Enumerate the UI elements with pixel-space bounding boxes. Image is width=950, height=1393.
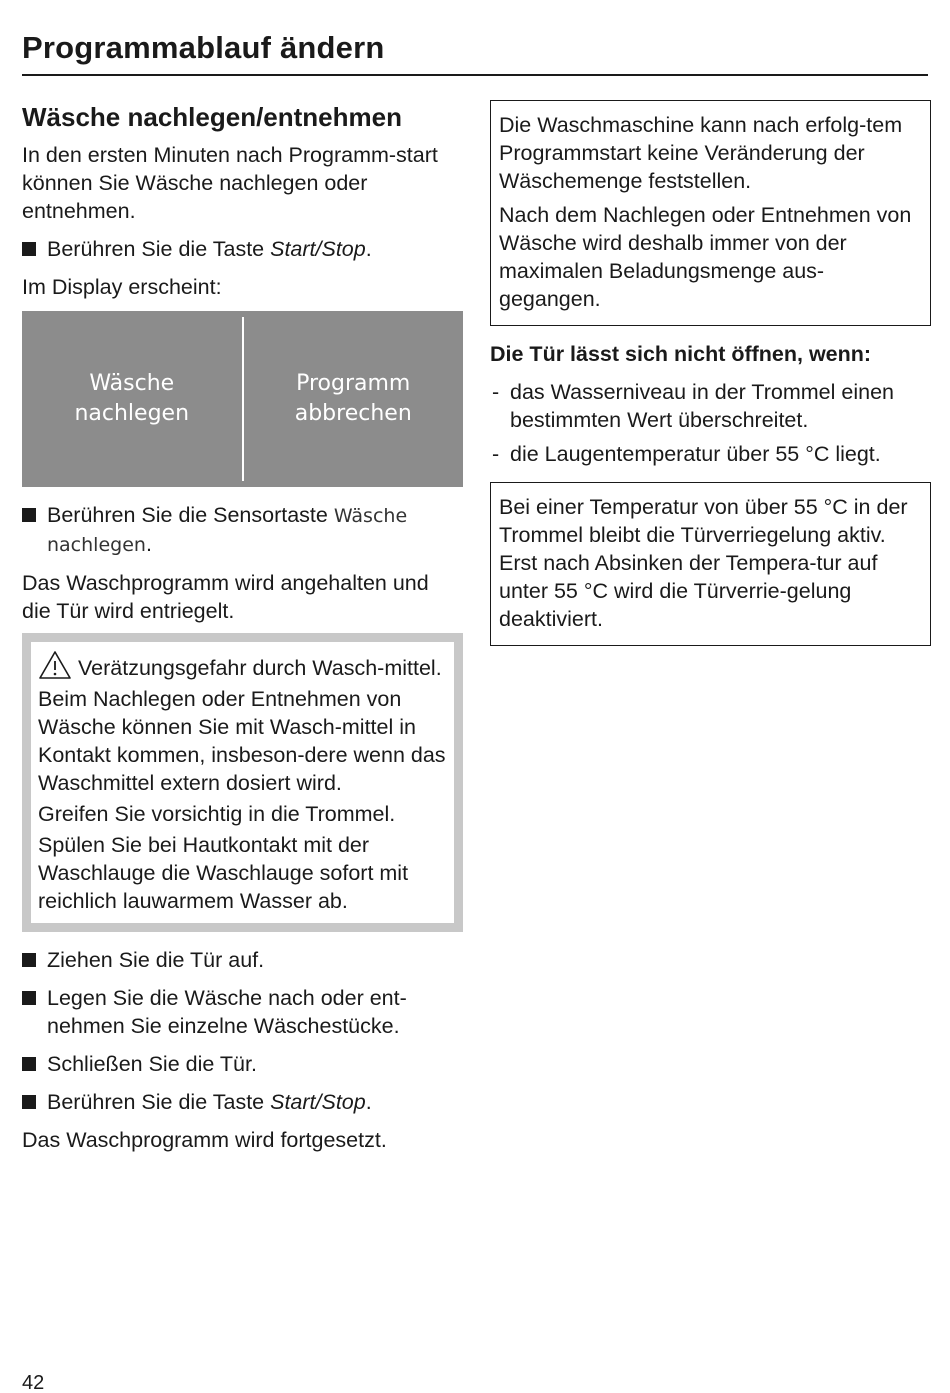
section-title: Wäsche nachlegen/entnehmen xyxy=(22,102,402,132)
sensor-button-programm-abbrechen[interactable]: Programm abbrechen xyxy=(294,371,412,426)
warning-box xyxy=(22,633,463,932)
step-touch-start-stop: Berühren Sie die Taste Start/Stop. xyxy=(22,235,463,263)
key-name: Start/Stop xyxy=(270,1090,366,1114)
bullet-square-icon xyxy=(22,508,36,522)
door-locked-heading: Die Tür lässt sich nicht öffnen, wenn: xyxy=(490,342,872,366)
key-name: Start/Stop xyxy=(270,237,366,261)
title-divider xyxy=(22,74,928,76)
bullet-square-icon xyxy=(22,991,36,1005)
intro-text: In den ersten Minuten nach Programm-start können Sie Wäsche nachlegen oder entnehmen. xyxy=(22,143,438,223)
info-box-temperature xyxy=(490,482,931,646)
sensor-button-waesche-nachlegen[interactable]: Wäsche nachlegen xyxy=(74,371,190,426)
list-item: - die Laugentemperatur über 55 °C liegt. xyxy=(492,442,881,466)
bullet-square-icon xyxy=(22,953,36,967)
bullet-square-icon xyxy=(22,242,36,256)
step-text: Berühren Sie die Sensortaste xyxy=(47,503,334,527)
info-box-load-detection xyxy=(490,100,931,326)
display-intro: Im Display erscheint: xyxy=(22,275,222,299)
step-text: Berühren Sie die Taste xyxy=(47,237,271,261)
warning-triangle-icon xyxy=(38,650,72,680)
sensor-key-name: Wäsche nachlegen xyxy=(47,505,408,556)
info-text-1: Die Waschmaschine kann nach erfolg-tem Programmstart keine Veränderung der Wäschemenge feststellen. xyxy=(499,113,903,193)
result-paused: Das Waschprogramm wird angehalten und die Tür wird entriegelt. xyxy=(22,571,429,623)
right-column xyxy=(490,100,931,646)
warning-text-3: Spülen Sie bei Hautkontakt mit der Waschlauge die Waschlauge sofort mit reichlich lauwarmem Wasser ab. xyxy=(38,833,409,913)
warning-title: Verätzungsgefahr durch Wasch-mittel. xyxy=(78,656,442,680)
step-touch-sensor: Berühren Sie die Sensortaste Wäsche nachlegen. xyxy=(22,501,463,559)
display-screen xyxy=(22,311,463,487)
step-close-door: Schließen Sie die Tür. xyxy=(22,1050,463,1078)
info-text-2: Nach dem Nachlegen oder Entnehmen von Wäsche wird deshalb immer von der maximalen Beladungsmenge aus-gegangen. xyxy=(499,203,912,311)
page-number: 42 xyxy=(22,1372,45,1393)
bullet-square-icon xyxy=(22,1057,36,1071)
info-text-3: Bei einer Temperatur von über 55 °C in der Trommel bleibt die Türverriegelung aktiv. Erst nach Absinken der Tempera-tur auf unter 55 °C wird die Türverrie-gelung deaktiviert. xyxy=(499,495,908,631)
step-touch-start-stop-again: Berühren Sie die Taste Start/Stop. xyxy=(22,1088,463,1116)
result-continued: Das Waschprogramm wird fortgesetzt. xyxy=(22,1128,387,1152)
warning-text-2: Greifen Sie vorsichtig in die Trommel. xyxy=(38,802,396,826)
step-add-remove-laundry: Legen Sie die Wäsche nach oder ent-nehmen Sie einzelne Wäschestücke. xyxy=(22,984,463,1040)
page-title: Programmablauf ändern xyxy=(22,30,385,65)
bullet-square-icon xyxy=(22,1095,36,1109)
list-item: - das Wasserniveau in der Trommel einen bestimmten Wert überschreitet. xyxy=(492,380,894,432)
step-open-door: Ziehen Sie die Tür auf. xyxy=(22,946,463,974)
warning-text-1: Beim Nachlegen oder Entnehmen von Wäsche können Sie mit Wasch-mittel in Kontakt kommen, insbeson-dere wenn das Waschmittel extern dosiert wird. xyxy=(38,687,446,795)
left-column xyxy=(22,102,463,1154)
